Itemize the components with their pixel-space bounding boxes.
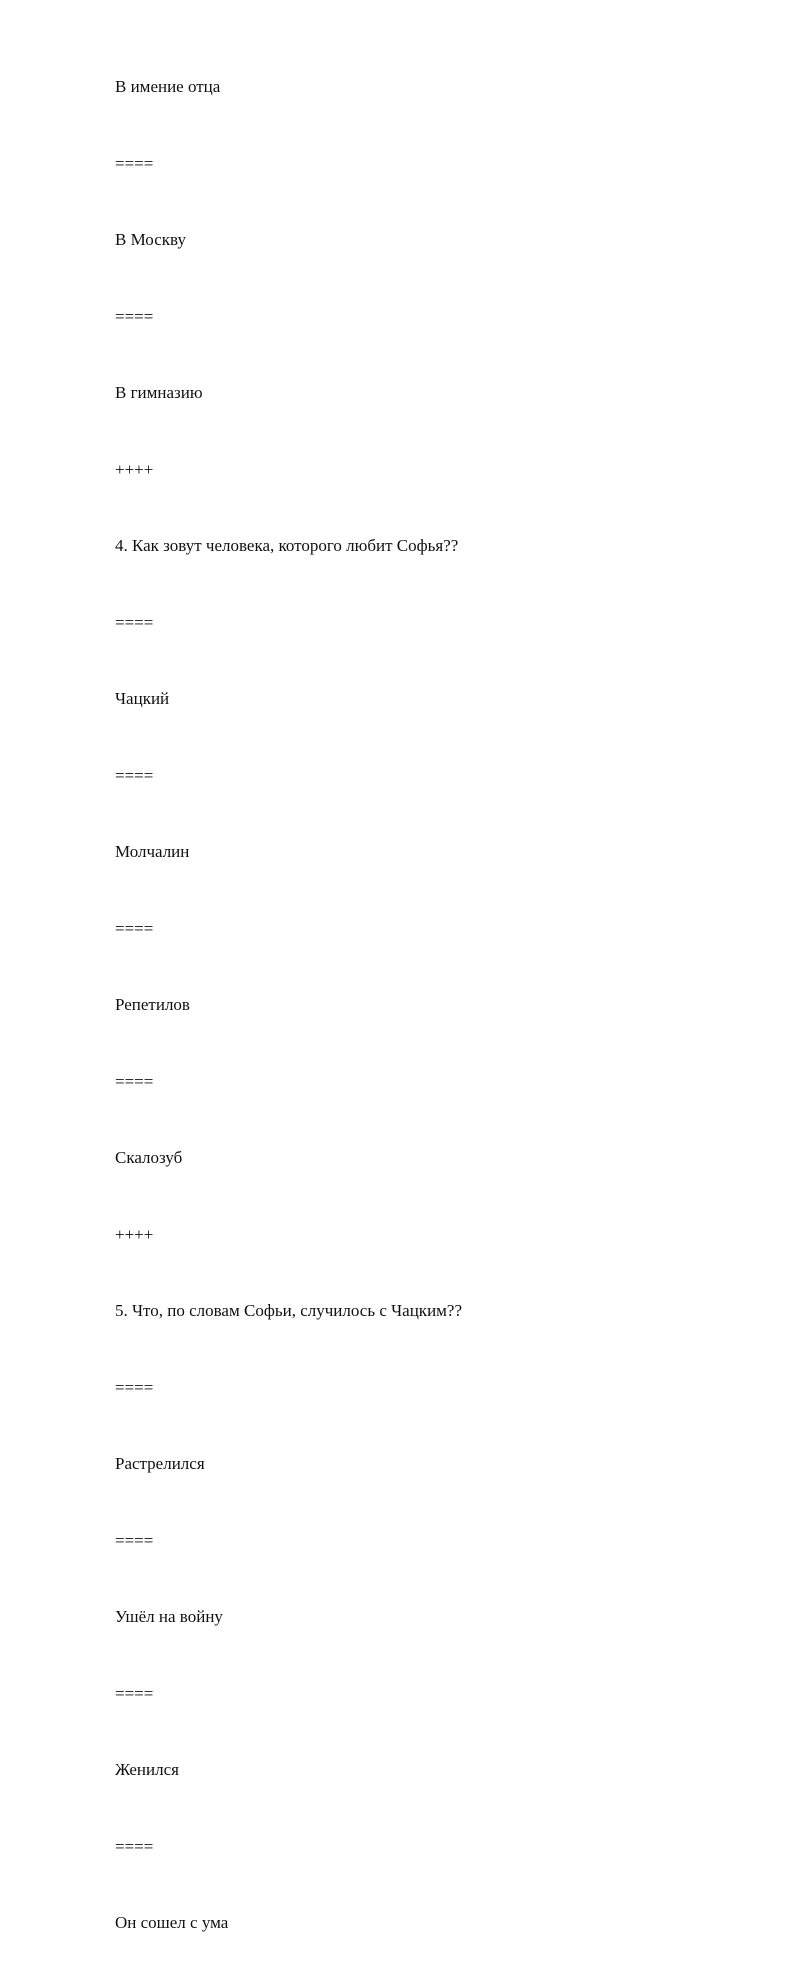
option-separator: ==== [115, 306, 154, 326]
option-separator: ==== [115, 1836, 154, 1856]
answer-option: Женился [115, 1760, 179, 1779]
answer-option: Репетилов [115, 995, 190, 1014]
answer-option: Молчалин [115, 842, 190, 861]
question-separator: ++++ [115, 1224, 154, 1244]
answer-option: Растрелился [115, 1454, 205, 1473]
answer-option: В имение отца [115, 77, 221, 96]
question-5: 5. Что, по словам Софьи, случилось с Чацким?? [115, 1301, 463, 1320]
option-separator: ==== [115, 1683, 154, 1703]
option-separator: ==== [115, 1071, 154, 1091]
option-separator: ==== [115, 612, 154, 632]
option-separator: ==== [115, 918, 154, 938]
answer-option: Скалозуб [115, 1148, 183, 1167]
quiz-content [115, 74, 735, 1987]
answer-option: В Москву [115, 230, 186, 249]
question-separator: ++++ [115, 459, 154, 479]
option-separator: ==== [115, 1377, 154, 1397]
option-separator: ==== [115, 765, 154, 785]
option-separator: ==== [115, 153, 154, 173]
option-separator: ==== [115, 1530, 154, 1550]
answer-option: Ушёл на войну [115, 1607, 223, 1626]
answer-option: В гимназию [115, 383, 203, 402]
answer-option: Он сошел с ума [115, 1913, 229, 1932]
answer-option: Чацкий [115, 689, 170, 708]
question-4: 4. Как зовут человека, которого любит Софья?? [115, 536, 459, 555]
